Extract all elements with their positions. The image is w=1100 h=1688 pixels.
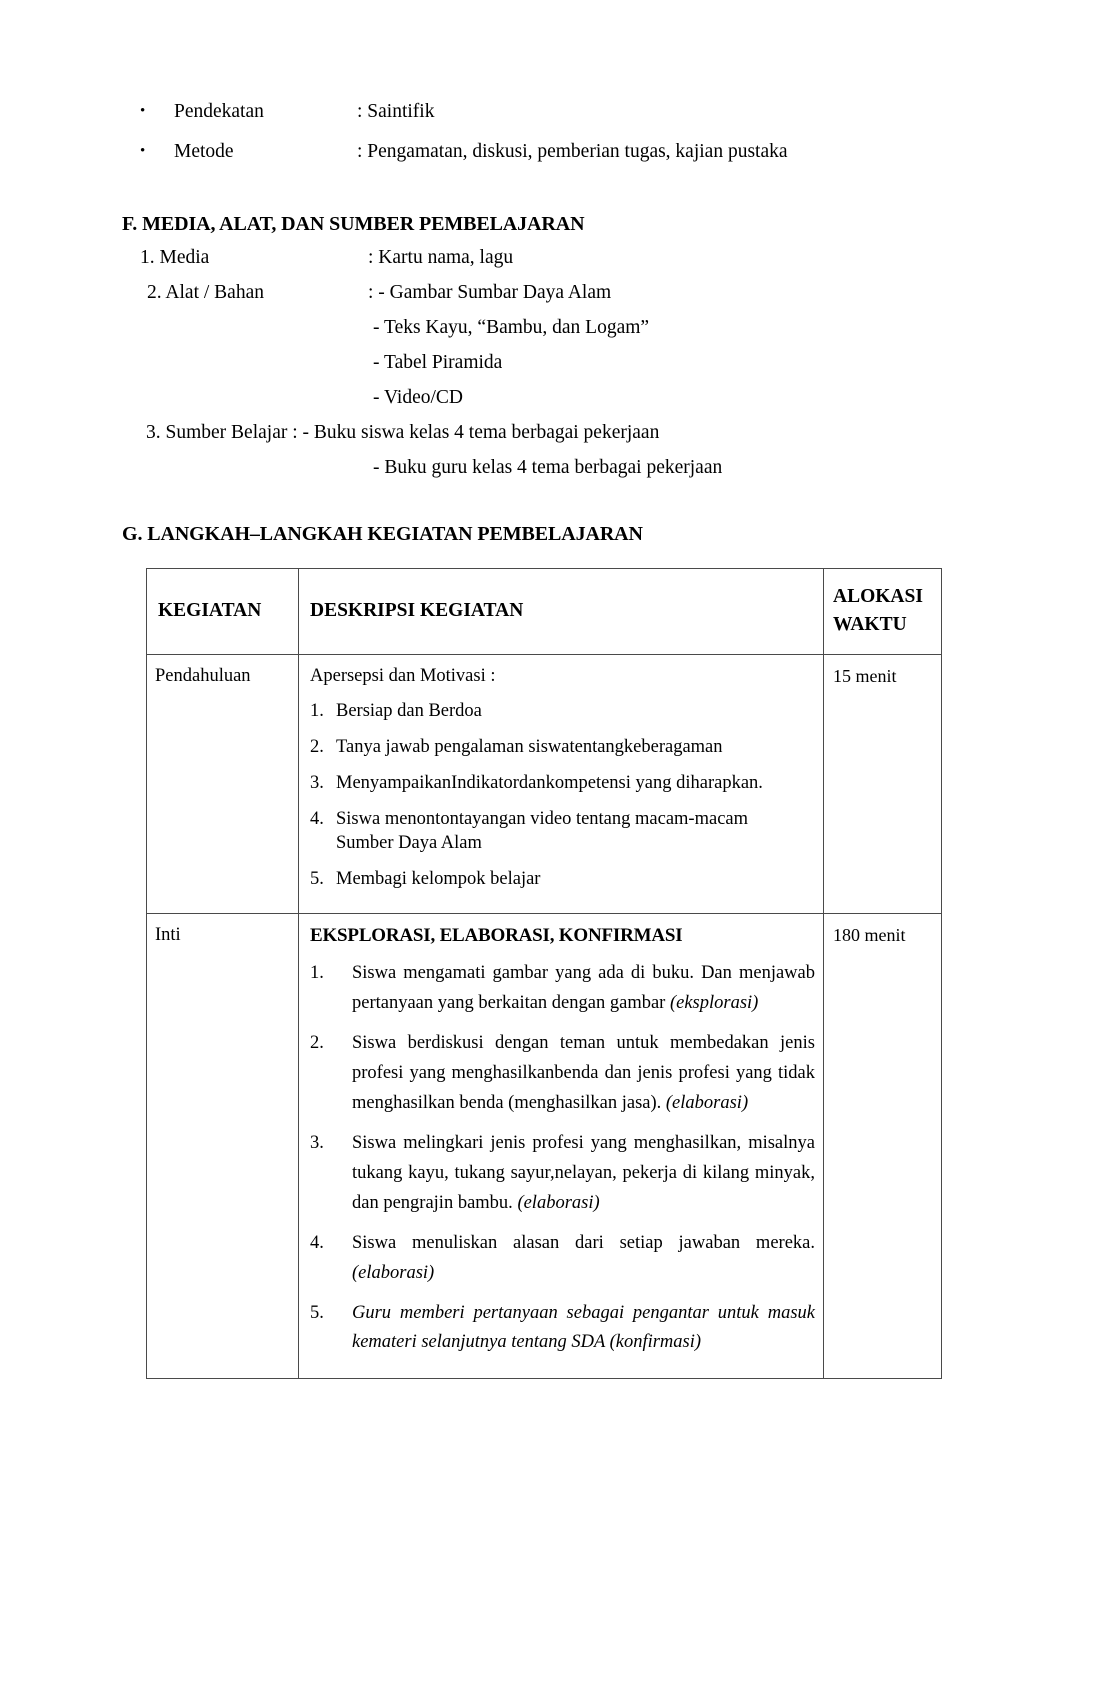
item-text-italic: (eksplorasi) — [669, 992, 759, 1013]
item-number: 4. — [310, 808, 324, 829]
item-text: Membagi kelompok belajar — [336, 868, 541, 889]
item-number: 1. — [310, 700, 324, 721]
cell-kegiatan: Pendahuluan — [147, 654, 299, 913]
item-text — [352, 1029, 815, 1119]
list-item — [140, 140, 960, 164]
column-header-alokasi-waktu — [824, 569, 942, 655]
list-item — [310, 959, 815, 1019]
item-number: 5. — [310, 868, 324, 889]
bullet-icon: • — [140, 143, 146, 160]
column-header-deskripsi: DESKRIPSI KEGIATAN — [299, 569, 824, 655]
pendekatan-label: Pendekatan — [174, 101, 264, 122]
list-item — [310, 699, 815, 723]
column-header-kegiatan: KEGIATAN — [147, 569, 299, 655]
alokasi-line-2: WAKTU — [833, 614, 907, 636]
table-header — [147, 569, 942, 655]
list-item — [310, 735, 815, 759]
table-row — [147, 654, 942, 913]
alokasi-line-1: ALOKASI — [833, 586, 923, 607]
section-f-heading: F. MEDIA, ALAT, DAN SUMBER PEMBELAJARAN — [122, 213, 585, 235]
alat-sub-item: - Teks Kayu, “Bambu, dan Logam” — [373, 317, 650, 338]
metode-value: : Pengamatan, diskusi, pemberian tugas, kajian pustaka — [357, 141, 788, 163]
item-text — [352, 959, 815, 1019]
item-text-main: Siswa menuliskan alasan dari setiap jawaban mereka. — [352, 1232, 815, 1253]
alat-sub-item: - Video/CD — [373, 387, 464, 408]
deskripsi-lead: Apersepsi dan Motivasi : — [310, 665, 496, 686]
list-item — [310, 1029, 815, 1119]
item-number: 2. — [310, 1032, 324, 1053]
table-body — [147, 654, 942, 1379]
section-g-heading: G. LANGKAH–LANGKAH KEGIATAN PEMBELAJARAN — [122, 523, 643, 545]
list-item — [310, 1229, 815, 1289]
alat-sub-item: - Tabel Piramida — [373, 352, 503, 373]
item-text — [352, 1129, 815, 1219]
cell-deskripsi — [299, 913, 824, 1379]
sumber-belajar-row — [140, 422, 970, 444]
media-label: 1. Media — [140, 247, 210, 268]
cell-alokasi-waktu: 180 menit — [824, 913, 942, 1379]
list-item — [310, 807, 815, 855]
alat-row — [140, 282, 970, 304]
list-item — [310, 867, 815, 891]
item-text-italic: (elaborasi) — [352, 1262, 435, 1283]
pendahuluan-steps — [310, 699, 815, 891]
item-text: Bersiap dan Berdoa — [336, 700, 482, 721]
cell-deskripsi — [299, 654, 824, 913]
item-text-main: Siswa berdiskusi dengan teman untuk membedakan jenis profesi yang menghasilkanbenda dan jenis profesi yang tidak menghasilkan benda (menghasilkan jasa). — [352, 1032, 815, 1113]
item-text-italic: (elaborasi) — [517, 1192, 600, 1213]
table-row — [147, 913, 942, 1379]
list-item — [310, 1299, 815, 1359]
item-number: 4. — [310, 1232, 324, 1253]
sumber-belajar-sub-item: - Buku guru kelas 4 tema berbagai pekerjaan — [373, 457, 723, 478]
item-text: Guru memberi pertanyaan sebagai pengantar untuk masuk kemateri selanjutnya tentang SDA (konfirmasi) — [352, 1302, 815, 1353]
media-row — [140, 247, 970, 269]
list-item — [310, 771, 815, 795]
cell-kegiatan: Inti — [147, 913, 299, 1379]
item-text — [336, 807, 815, 855]
list-item — [310, 1129, 815, 1219]
item-number: 5. — [310, 1302, 324, 1323]
item-text-main: Siswa melingkari jenis profesi yang menghasilkan, misalnya tukang kayu, tukang sayur,nelayan, pekerja di kilang minyak, dan pengrajin bambu. — [352, 1132, 815, 1213]
item-text-line-1: Siswa menontontayangan video tentang macam-macam — [336, 808, 749, 829]
item-text-italic: (elaborasi) — [665, 1092, 749, 1113]
item-number: 1. — [310, 962, 324, 983]
section-f-body — [140, 247, 970, 492]
media-value: : Kartu nama, lagu — [368, 247, 514, 268]
approach-method-list — [140, 100, 960, 181]
kegiatan-table — [146, 568, 942, 1379]
item-text — [352, 1229, 815, 1289]
item-number: 2. — [310, 736, 324, 757]
item-text: Tanya jawab pengalaman siswatentangkeberagaman — [336, 736, 723, 757]
deskripsi-lead: EKSPLORASI, ELABORASI, KONFIRMASI — [310, 924, 683, 946]
alat-label: 2. Alat / Bahan — [147, 282, 264, 303]
sumber-belajar-label: 3. Sumber Belajar : - Buku siswa kelas 4 tema berbagai pekerjaan — [146, 422, 660, 443]
item-text-main: Siswa mengamati gambar yang ada di buku. Dan menjawab pertanyaan yang berkaitan dengan gambar — [352, 962, 815, 1013]
inti-steps — [310, 959, 815, 1359]
item-number: 3. — [310, 1132, 324, 1153]
item-text: MenyampaikanIndikatordankompetensi yang diharapkan. — [336, 772, 763, 793]
pendekatan-value: : Saintifik — [357, 101, 435, 122]
metode-label: Metode — [174, 141, 234, 163]
list-item — [140, 100, 960, 124]
cell-alokasi-waktu: 15 menit — [824, 654, 942, 913]
bullet-icon: • — [140, 103, 146, 119]
alat-value: : - Gambar Sumbar Daya Alam — [368, 282, 612, 303]
item-number: 3. — [310, 772, 324, 793]
item-text-line-2: Sumber Daya Alam — [336, 832, 482, 853]
table-header-row — [147, 569, 942, 655]
